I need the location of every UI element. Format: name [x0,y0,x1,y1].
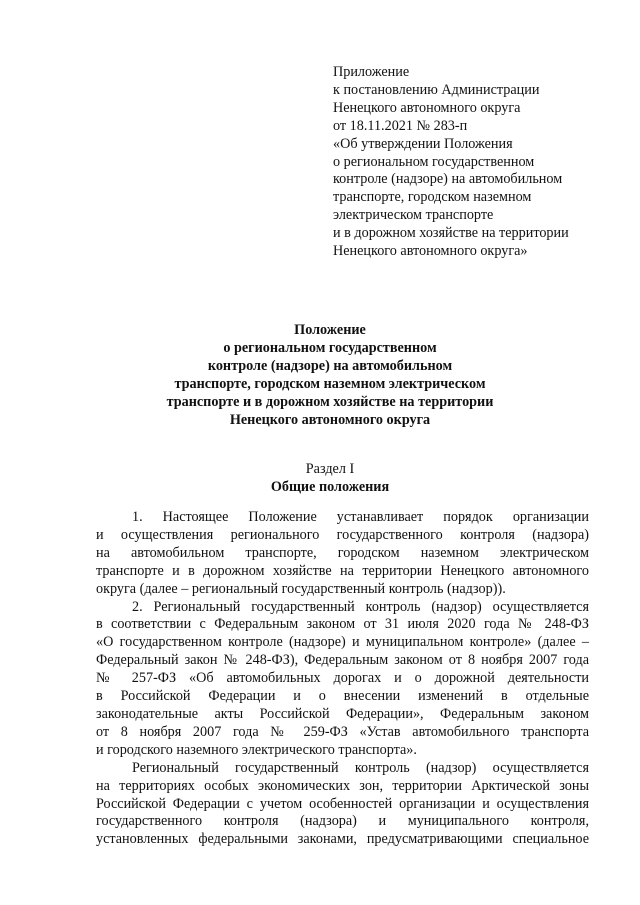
appendix-line: электрическом транспорте [333,207,494,224]
appendix-header [333,64,623,261]
appendix-line: «Об утверждении Положения [333,135,513,152]
title-line: транспорте, городском наземном электрическом [174,375,486,392]
appendix-line: контроле (надзоре) на автомобильном [333,171,563,188]
section-heading [60,460,600,496]
paragraph-line: в соответствии с Федеральным законом от 31 июля 2020 года № 248-ФЗ [96,616,589,633]
title-line: контроле (надзоре) на автомобильном [207,357,453,374]
paragraph-line: и осуществления регионального государственного контроля (надзора) [96,526,589,543]
title-line: Ненецкого автономного округа [229,411,431,428]
paragraph-line: № 257-ФЗ «Об автомобильных дорогах и о дорожной деятельности [96,670,589,687]
paragraph-line: в Российской Федерации и о внесении изменений в отдельные [96,688,589,705]
paragraph-line: государственного контроля (надзора) и муниципального контроля, [96,813,589,830]
paragraph-line: 1. Настоящее Положение устанавливает порядок организации [132,509,589,525]
paragraph-line: Региональный государственный контроль (надзор) осуществляется [132,759,589,776]
paragraph-line: от 8 ноября 2007 года № 259-ФЗ «Устав автомобильного транспорта [96,723,589,740]
title-line: транспорте и в дорожном хозяйстве на территории [166,393,494,410]
appendix-line: о региональном государственном [333,153,535,170]
paragraph-line: «О государственном контроле (надзоре) и муниципальном контроле» (далее – [96,634,589,651]
paragraph-line: установленных федеральными законами, предусматривающими специальное [96,831,589,848]
paragraph-line: на территориях особых экономических зон, территории Арктической зоны [96,777,589,794]
paragraph-line: Российской Федерации с учетом особенностей организации и осуществления [96,795,589,812]
paragraph-line: на автомобильном транспорте, городском наземном электрическом [96,544,589,561]
paragraph-line: 2. Региональный государственный контроль (надзор) осуществляется [132,598,589,615]
section-number: Раздел I [305,461,355,477]
appendix-line: Ненецкого автономного округа» [333,243,528,260]
appendix-line: к постановлению Администрации [333,81,540,98]
appendix-line: Ненецкого автономного округа [333,99,521,116]
title-line: Положение [294,322,366,338]
paragraph-line: и городского наземного электрического транспорта». [96,741,417,758]
paragraph-line: транспорте и в дорожном хозяйстве на территории Ненецкого автономного [96,562,589,579]
appendix-line: и в дорожном хозяйстве на территории [333,225,569,242]
section-name: Общие положения [270,479,390,495]
appendix-line: Приложение [333,64,410,80]
document-title [60,322,600,429]
appendix-line: транспорте, городском наземном [333,189,532,206]
paragraph-line: Федеральный закон № 248-ФЗ), Федеральным законом от 8 ноября 2007 года [96,652,589,669]
paragraph-line: округа (далее – региональный государственный контроль (надзор)). [96,580,506,597]
appendix-line: от 18.11.2021 № 283-п [333,117,468,134]
title-line: о региональном государственном [223,339,437,356]
body-text [96,509,589,849]
paragraph-line: законодательные акты Российской Федерации», Федеральным законом [96,705,589,722]
